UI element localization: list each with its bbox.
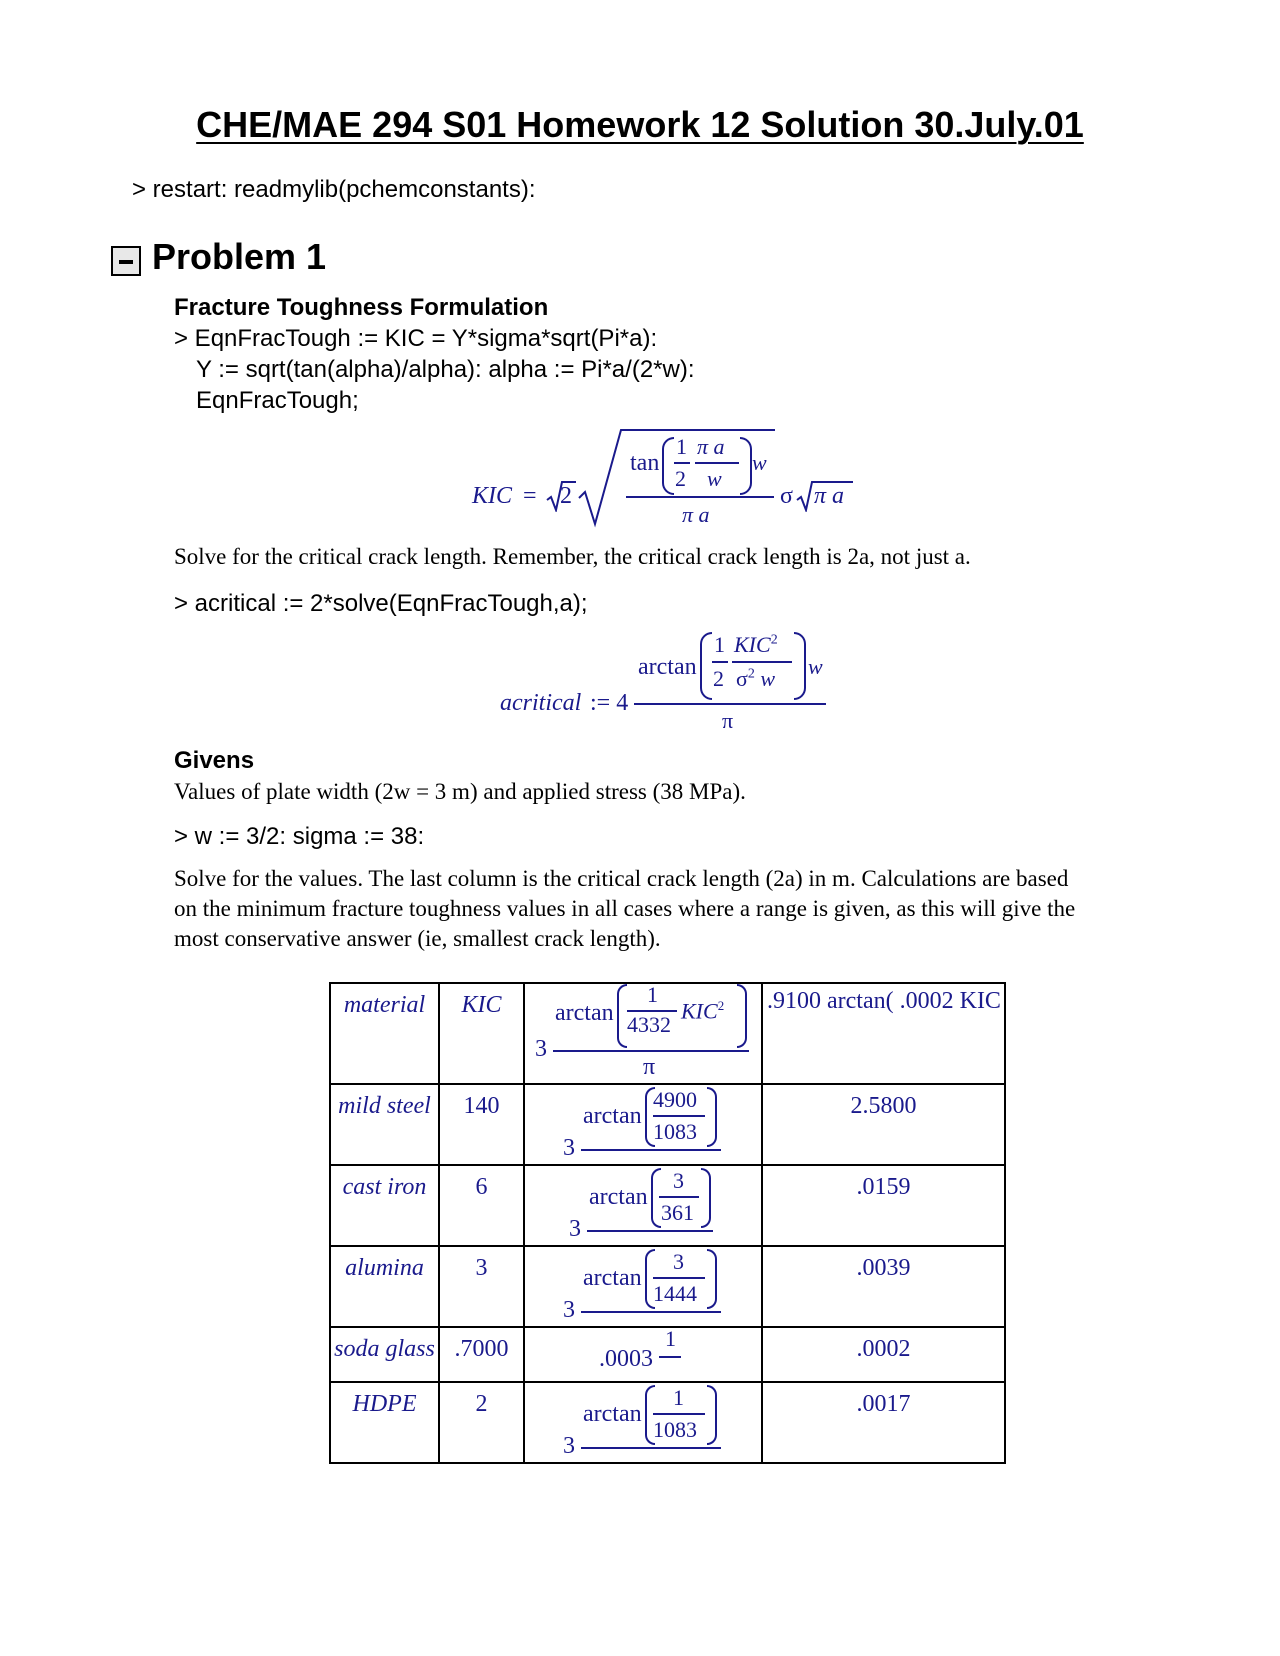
header-kic: KIC	[439, 983, 524, 1084]
pi-a-under-root: π a	[814, 483, 845, 509]
solve-instruction: Solve for the critical crack length. Remember, the critical crack length is 2a, not just a.	[174, 544, 971, 569]
header-material: material	[330, 983, 439, 1084]
restart-command[interactable]: > restart: readmylib(pchemconstants):	[132, 176, 536, 203]
kic-symbol: KIC	[472, 483, 513, 509]
half-denominator-2: 2	[713, 666, 724, 691]
right-paren-icon	[794, 632, 806, 700]
pi-denominator: π	[722, 708, 734, 733]
half-denominator: 2	[675, 466, 686, 491]
half-numerator-2: 1	[714, 632, 725, 657]
equals-sign: =	[523, 483, 537, 509]
solve-values-line-2: on the minimum fracture toughness values in all cases where a range is given, as this will give the	[174, 896, 1076, 921]
solve-values-line-3: most conservative answer (ie, smallest crack length).	[174, 926, 661, 951]
eqn-command-line-3[interactable]: EqnFracTough;	[196, 387, 359, 414]
w-denominator: w	[707, 466, 722, 491]
collapse-toggle-icon[interactable]	[111, 246, 141, 276]
table-row: cast iron 6 3 arctan 3 361 .0159	[330, 1165, 1005, 1246]
table-row: soda glass .7000 .0003 1 .0002	[330, 1327, 1005, 1382]
section-heading-formulation: Fracture Toughness Formulation	[174, 294, 549, 321]
arctan-func: arctan	[638, 654, 697, 680]
tan-func: tan	[630, 450, 660, 476]
acritical-symbol: acritical	[500, 690, 582, 716]
solve-values-line-1: Solve for the values. The last column is the critical crack length (2a) in m. Calculations are based	[174, 866, 1069, 891]
acritical-command[interactable]: > acritical := 2*solve(EqnFracTough,a);	[174, 590, 588, 617]
problem-title: Problem 1	[152, 236, 327, 277]
left-paren-icon	[662, 437, 674, 495]
section-heading-givens: Givens	[174, 747, 255, 774]
half-numerator: 1	[676, 434, 687, 459]
values-command[interactable]: > w := 3/2: sigma := 38:	[174, 823, 425, 850]
eqn-command-line-2[interactable]: Y := sqrt(tan(alpha)/alpha): alpha := Pi*a/(2*w):	[196, 356, 695, 383]
kic-squared: KIC	[734, 632, 771, 657]
sigma-symbol: σ	[780, 483, 793, 509]
sigma-squared: σ	[736, 666, 748, 691]
pi-a-numerator: π a	[697, 434, 725, 459]
results-table	[329, 982, 1006, 1464]
table-row: alumina 3 3 arctan 3 1444 .0039	[330, 1246, 1005, 1327]
table-row: HDPE 2 3 arctan 1 1083 .0017	[330, 1382, 1005, 1463]
w-multiplier: w	[752, 450, 767, 475]
w-in-fraction: w	[760, 666, 776, 691]
sqrt-two: 2	[560, 483, 572, 509]
header-formula: 3 arctan 1 4332 KIC$^2$ π	[524, 983, 762, 1084]
assign-four: := 4	[590, 690, 629, 716]
table-row: mild steel 140 3 arctan 4900 1083 2.5800	[330, 1084, 1005, 1165]
givens-text: Values of plate width (2w = 3 m) and applied stress (38 MPa).	[174, 779, 746, 804]
right-paren-icon	[740, 437, 752, 495]
pi-a-denominator: π a	[682, 502, 710, 527]
page-title: CHE/MAE 294 S01 Homework 12 Solution 30.July.01	[196, 104, 1084, 145]
left-paren-icon	[700, 632, 712, 700]
header-last: .9100 arctan( .0002 KIC	[762, 983, 1005, 1084]
table-header-row	[330, 983, 1005, 1084]
w-multiplier-2: w	[808, 654, 823, 679]
eqn-command-line-1[interactable]: > EqnFracTough := KIC = Y*sigma*sqrt(Pi*a):	[174, 325, 658, 352]
